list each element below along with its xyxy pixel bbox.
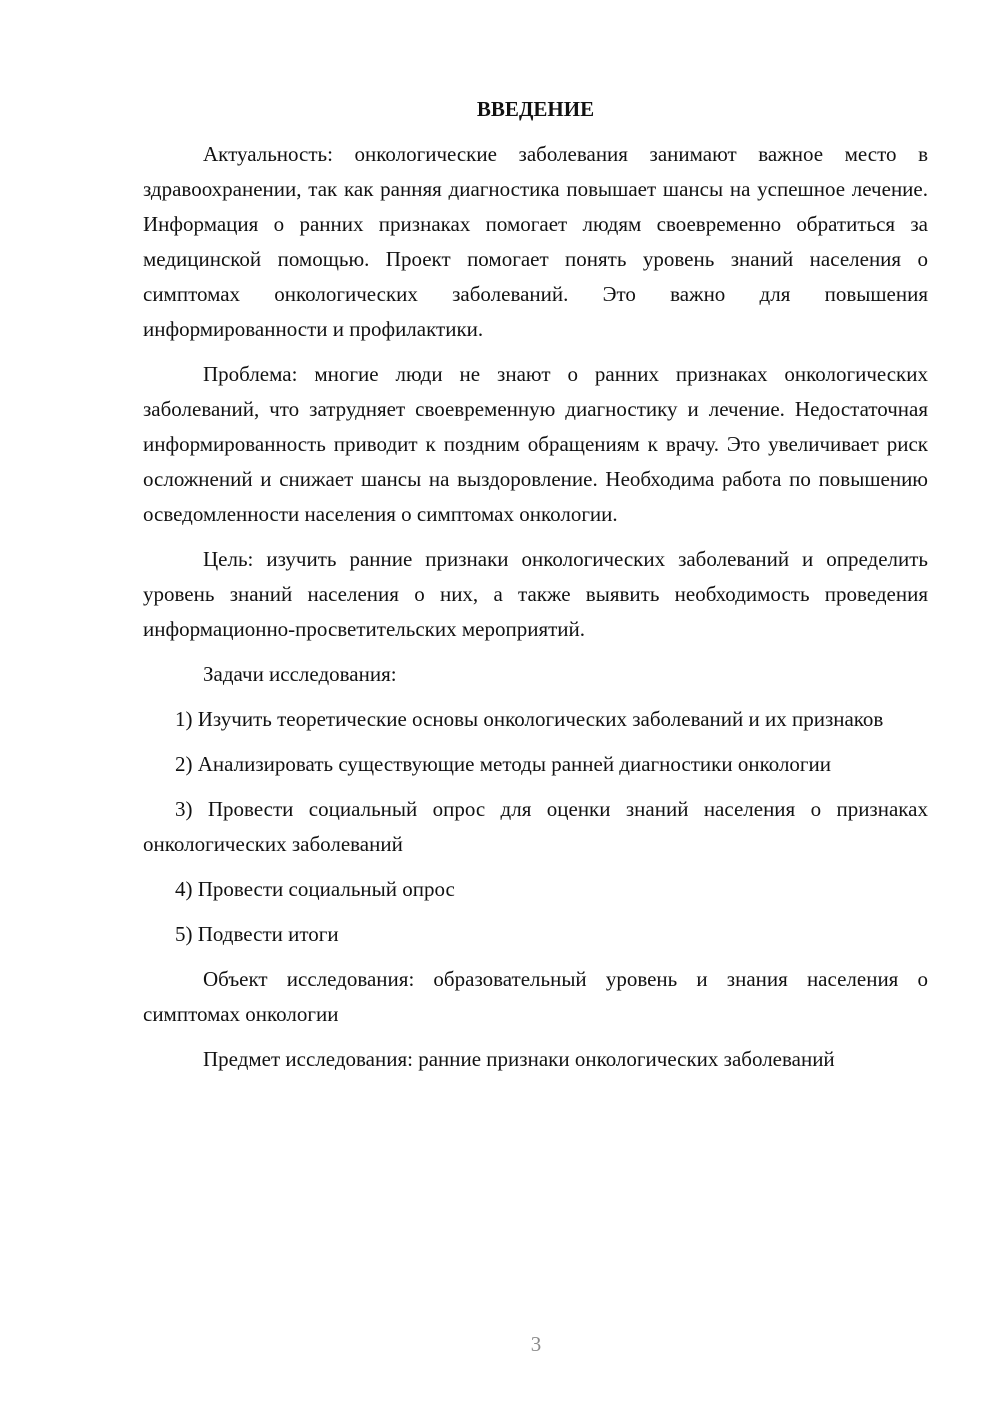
- task-item-2: 2) Анализировать существующие методы ранней диагностики онкологии: [175, 752, 832, 776]
- relevance-paragraph: Актуальность: онкологические заболевания занимают важное место в здравоохранении, так как ранняя диагностика повышает шансы на успешное лечение. Информация о ранних признаках помогает людям своевременно обратиться за медицинской помощью. Проект помогает понять уровень знаний населения о симптомах онкологических заболеваний. Это важно для повышения информированности и профилактики.: [143, 142, 928, 341]
- task-item-1: 1) Изучить теоретические основы онкологических заболеваний и их признаков: [175, 707, 884, 731]
- page-number: 3: [530, 1332, 542, 1356]
- tasks-heading: Задачи исследования:: [203, 662, 397, 686]
- task-item-3: 3) Провести социальный опрос для оценки знаний населения о признаках онкологических заболеваний: [143, 797, 928, 856]
- subject-paragraph: Предмет исследования: ранние признаки онкологических заболеваний: [203, 1047, 835, 1071]
- task-item-5: 5) Подвести итоги: [175, 922, 339, 946]
- goal-paragraph: Цель: изучить ранние признаки онкологических заболеваний и определить уровень знаний населения о них, а также выявить необходимость проведения информационно-просветительских мероприятий.: [143, 547, 928, 641]
- section-title: ВВЕДЕНИЕ: [476, 97, 595, 121]
- page-content: [143, 92, 928, 1087]
- task-item-4: 4) Провести социальный опрос: [175, 877, 455, 901]
- problem-paragraph: Проблема: многие люди не знают о ранних признаках онкологических заболеваний, что затрудняет своевременную диагностику и лечение. Недостаточная информированность приводит к поздним обращениям к врачу. Это увеличивает риск осложнений и снижает шансы на выздоровление. Необходима работа по повышению осведомленности населения о симптомах онкологии.: [143, 362, 928, 526]
- object-paragraph: Объект исследования: образовательный уровень и знания населения о симптомах онкологии: [143, 967, 928, 1026]
